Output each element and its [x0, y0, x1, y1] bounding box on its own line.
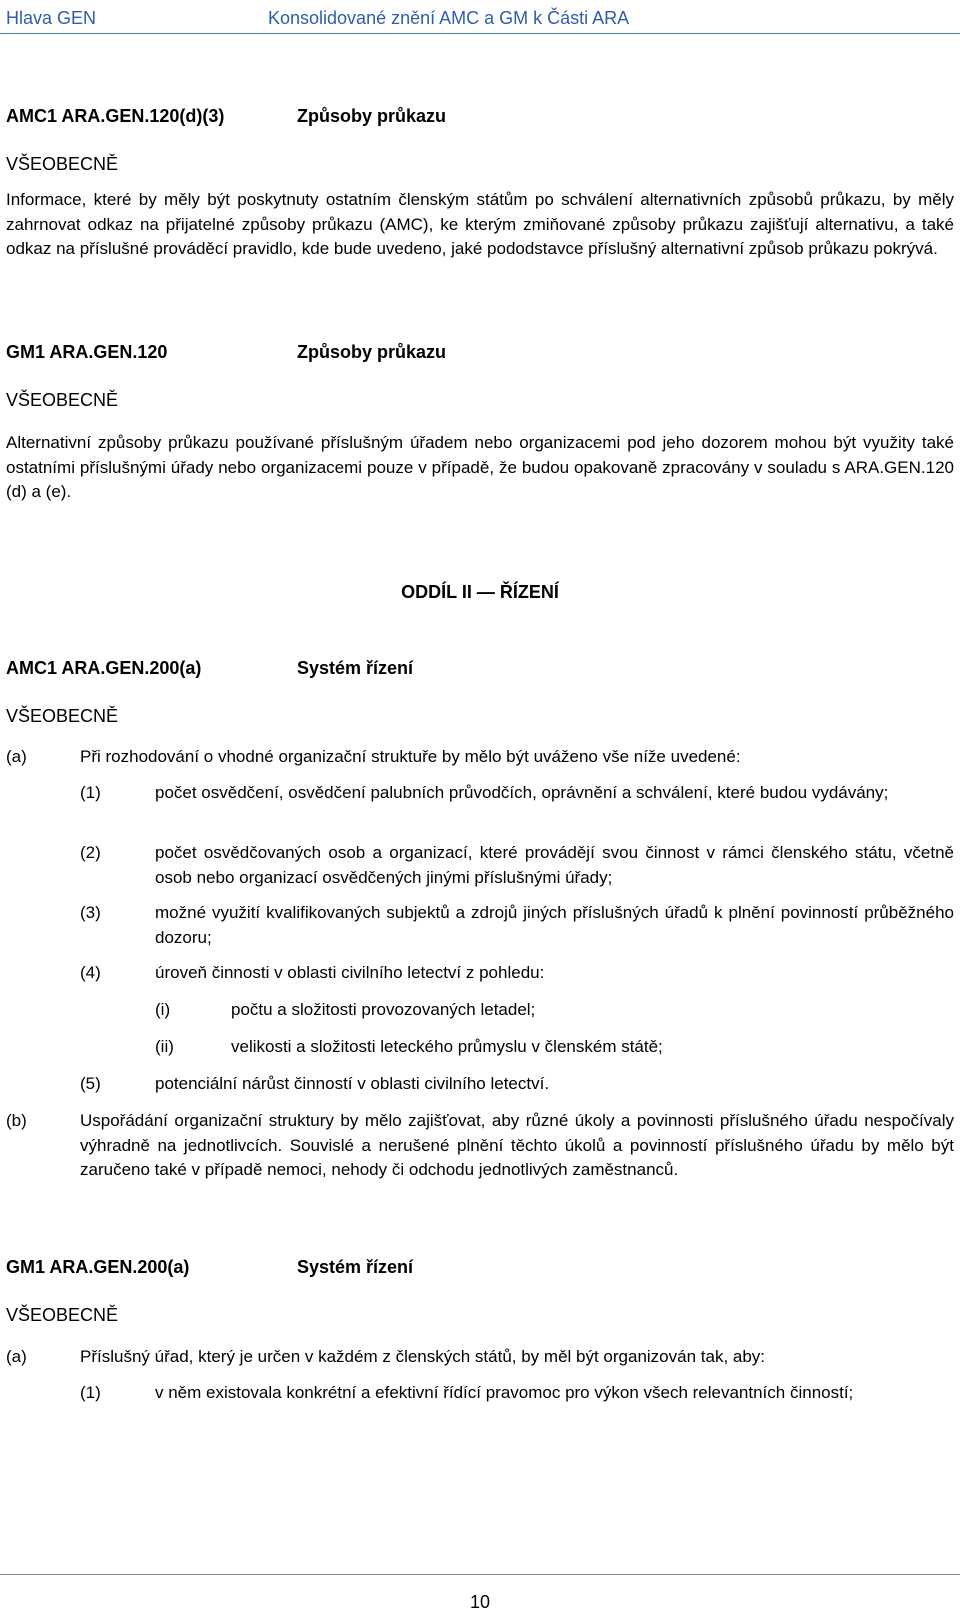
gm-120-code: GM1 ARA.GEN.120 [6, 342, 168, 362]
section-heading: ODDÍL II — ŘÍZENÍ [401, 582, 559, 602]
gm-200-code: GM1 ARA.GEN.200(a) [6, 1257, 190, 1277]
amc-200-item-label: (4) [80, 963, 101, 982]
amc-200-title: Systém řízení [297, 658, 414, 678]
amc-200-a-label: (a) [6, 747, 27, 766]
amc-200-subitem-label: (i) [155, 1000, 171, 1019]
amc-120-general: VŠEOBECNĚ [6, 154, 119, 174]
amc-120-title: Způsoby průkazu [297, 106, 447, 126]
amc-200-a-text: Při rozhodování o vhodné organizační struktuře by mělo být uváženo vše níže uvedené: [80, 747, 741, 766]
amc-200-subitem-text: velikosti a složitosti leteckého průmyslu v členském státě; [231, 1037, 663, 1056]
gm-200-a-text: Příslušný úřad, který je určen v každém z členských států, by měl být organizován tak, aby: [80, 1347, 766, 1366]
gm-120-title: Způsoby průkazu [297, 342, 447, 362]
amc-200-b-text: Uspořádání organizační struktury by mělo zajišťovat, aby různé úkoly a povinnosti příslušného úřadu nespočívaly výhradně na jednotlivcích. Souvislé a nerušené plnění těchto úkolů a povinností příslušného úřadu by mělo být zaručeno také v případě nemoci, nehody či odchodu jednotlivých zaměstnanců. [80, 1111, 954, 1179]
amc-200-item-text: počet osvědčovaných osob a organizací, které provádějí svou činnost v rámci členského státu, včetně osob nebo organizací osvědčených jinými příslušnými úřady; [155, 843, 954, 887]
gm-200-item-text: v něm existovala konkrétní a efektivní řídící pravomoc pro výkon všech relevantních činností; [155, 1383, 854, 1402]
page-number: 10 [469, 1592, 491, 1612]
amc-200-item-text: potenciální nárůst činností v oblasti civilního letectví. [155, 1074, 550, 1093]
gm-200-item-label: (1) [80, 1383, 101, 1402]
amc-200-code: AMC1 ARA.GEN.200(a) [6, 658, 202, 678]
amc-200-item-label: (2) [80, 843, 101, 862]
gm-120-general: VŠEOBECNĚ [6, 390, 119, 410]
amc-200-item-text: možné využití kvalifikovaných subjektů a zdrojů jiných příslušných úřadů k plnění povinností průběžného dozoru; [155, 903, 954, 947]
amc-200-general: VŠEOBECNĚ [6, 706, 119, 726]
amc-200-item-text: počet osvědčení, osvědčení palubních průvodčích, oprávnění a schválení, které budou vydávány; [155, 783, 889, 802]
amc-200-item-label: (5) [80, 1074, 101, 1093]
gm-200-general: VŠEOBECNĚ [6, 1305, 119, 1325]
page-header [0, 0, 960, 34]
header-document-title: Konsolidované znění AMC a GM k Části ARA [268, 8, 630, 28]
gm-200-a-label: (a) [6, 1347, 27, 1366]
amc-200-subitem-label: (ii) [155, 1037, 174, 1056]
amc-200-item-label: (3) [80, 903, 101, 922]
amc-200-subitem-text: počtu a složitosti provozovaných letadel; [231, 1000, 536, 1019]
gm-120-text: Alternativní způsoby průkazu používané příslušným úřadem nebo organizacemi pod jeho dozorem mohou být využity také ostatními příslušnými úřady nebo organizacemi pouze v případě, že budou opakovaně zpracovány v souladu s ARA.GEN.120 (d) a (e). [6, 433, 954, 501]
gm-200-title: Systém řízení [297, 1257, 414, 1277]
footer-divider [0, 1574, 960, 1575]
amc-200-b-label: (b) [6, 1111, 27, 1130]
amc-200-item-text: úroveň činnosti v oblasti civilního letectví z pohledu: [155, 963, 545, 982]
amc-120-text: Informace, které by měly být poskytnuty ostatním členským státům po schválení alternativních způsobů průkazu, by měly zahrnovat odkaz na přijatelné způsoby průkazu (AMC), ke kterým zmiňované způsoby průkazu zajišťují alternativu, a také odkaz na příslušné prováděcí pravidlo, kde bude uvedeno, jaké pododstavce příslušný alternativní způsob průkazu pokrývá. [6, 190, 954, 258]
amc-120-code: AMC1 ARA.GEN.120(d)(3) [6, 106, 225, 126]
amc-200-item-label: (1) [80, 783, 101, 802]
header-chapter: Hlava GEN [6, 8, 97, 28]
